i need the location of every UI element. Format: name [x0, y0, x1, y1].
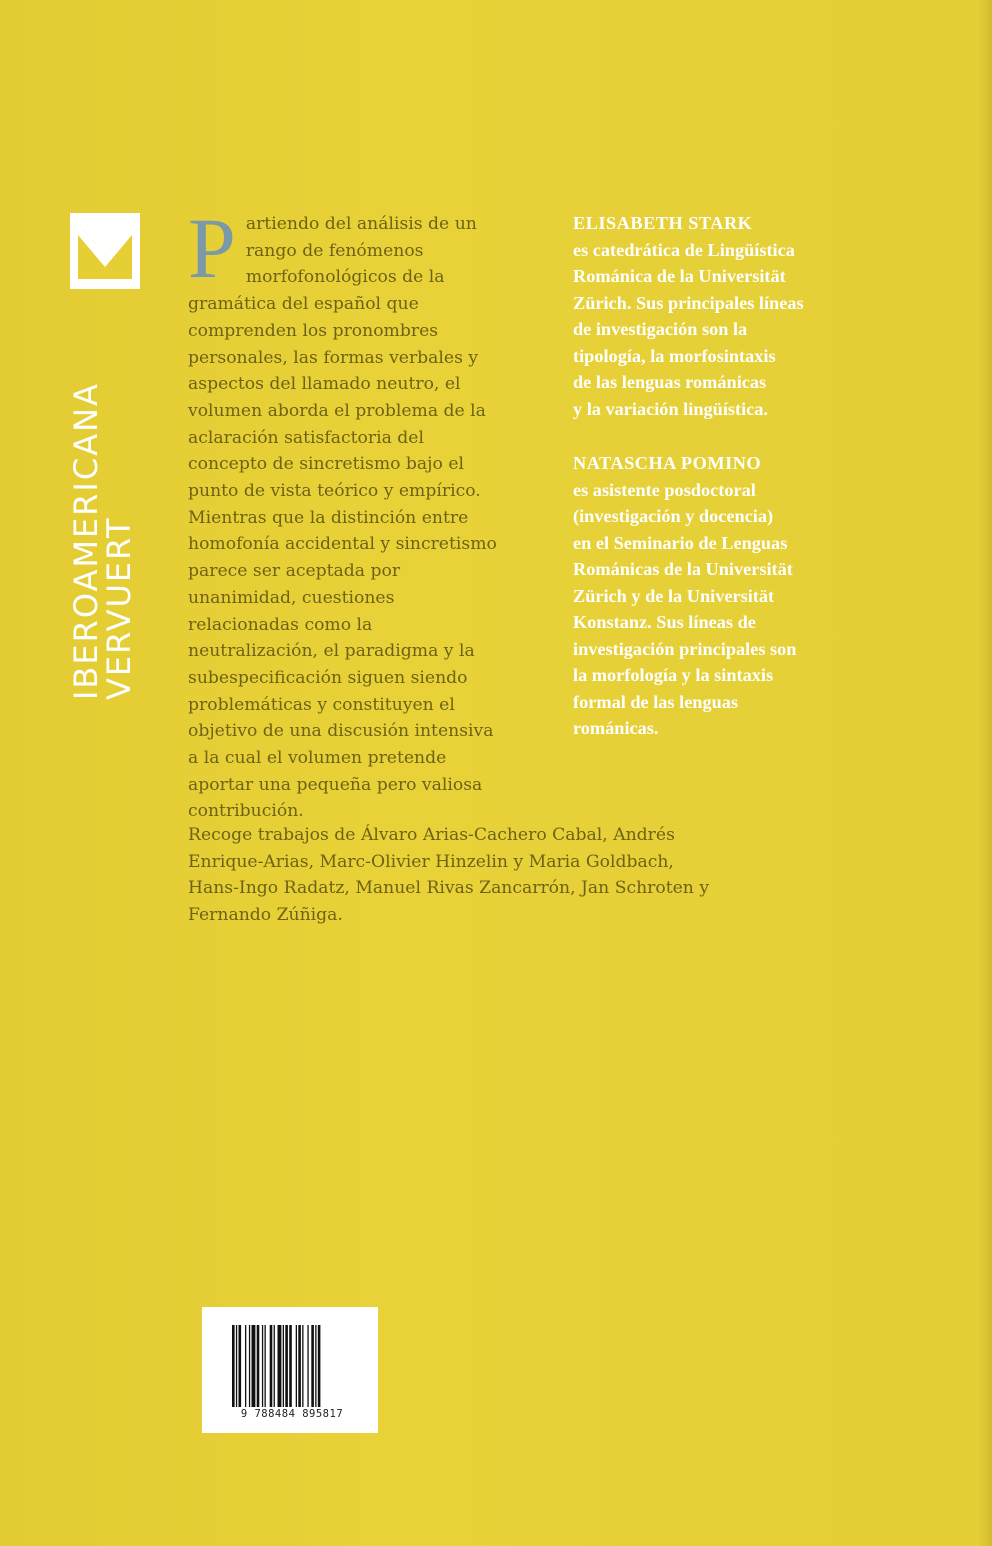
bio-line: románicas.: [573, 718, 659, 738]
synopsis-line: artiendo del análisis de un: [245, 214, 477, 234]
barcode-label: [202, 1307, 378, 1433]
synopsis-line: rango de fenómenos: [245, 240, 424, 261]
synopsis-line: subespecificación siguen siendo: [188, 667, 468, 688]
synopsis-line: neutralización, el paradigma y la: [188, 641, 475, 662]
barcode-icon: [232, 1325, 348, 1407]
contributors-line: Enrique-Arias, Marc-Olivier Hinzelin y Maria Goldbach,: [188, 851, 674, 872]
synopsis-line: gramática del español que: [188, 294, 419, 315]
bio-line: formal de las lenguas: [573, 691, 739, 712]
bio-line: es asistente posdoctoral: [573, 479, 756, 500]
bio-line: de las lenguas románicas: [573, 372, 767, 392]
bio-line: Konstanz. Sus líneas de: [573, 612, 756, 632]
bio-line: y la variación lingüística.: [573, 398, 769, 419]
synopsis-line: unanimidad, cuestiones: [188, 587, 395, 608]
synopsis-line: concepto de sincretismo bajo el: [188, 454, 464, 475]
bio-line: la morfología y la sintaxis: [573, 665, 774, 685]
synopsis-line: punto de vista teórico y empírico.: [188, 481, 481, 502]
bio-line: investigación principales son: [573, 638, 797, 659]
synopsis-line: volumen aborda el problema de la: [188, 400, 486, 421]
author-bio-pomino: [573, 450, 893, 742]
drop-cap: P: [188, 200, 236, 296]
bio-line: Zürich. Sus principales líneas: [573, 292, 804, 313]
synopsis-line: aspectos del llamado neutro, el: [188, 374, 461, 395]
synopsis-line: problemáticas y constituyen el: [188, 694, 455, 715]
synopsis-line: relacionadas como la: [188, 614, 373, 635]
bio-line: Románicas de la Universität: [573, 559, 793, 579]
bio-line: en el Seminario de Lenguas: [573, 532, 788, 553]
bio-line: (investigación y docencia): [573, 506, 774, 526]
publisher-name-line2: VERVUERT: [100, 516, 138, 700]
synopsis-text: [188, 200, 578, 825]
synopsis-line: morfofonológicos de la: [245, 267, 445, 288]
spine-edge-shadow: [978, 0, 992, 1546]
isbn-number: 9 788484 895817: [240, 1408, 344, 1420]
synopsis-line: personales, las formas verbales y: [188, 347, 479, 368]
contributors-line: Fernando Zúñiga.: [188, 905, 343, 926]
bio-line: Románica de la Universität: [573, 266, 786, 286]
contributors-line: Recoge trabajos de Álvaro Arias-Cachero Cabal, Andrés: [188, 825, 675, 845]
author-name: ELISABETH STARK: [573, 213, 753, 233]
contributors-text: [188, 822, 828, 929]
synopsis-line: aportar una pequeña pero valiosa: [188, 774, 483, 795]
bio-line: de investigación son la: [573, 319, 748, 339]
bio-line: Zürich y de la Universität: [573, 585, 775, 606]
contributors-line: Hans-Ingo Radatz, Manuel Rivas Zancarrón, Jan Schroten y: [188, 878, 710, 899]
publisher-name-vertical: [67, 180, 138, 700]
author-bio-stark: [573, 210, 893, 422]
synopsis-line: contribución.: [188, 801, 304, 822]
synopsis-line: Mientras que la distinción entre: [188, 507, 469, 528]
publisher-name-line1: IBEROAMERICANA: [67, 382, 105, 700]
bio-line: es catedrática de Lingüística: [573, 239, 795, 260]
synopsis-line: comprenden los pronombres: [188, 320, 439, 341]
synopsis-line: parece ser aceptada por: [188, 561, 401, 582]
synopsis-line: objetivo de una discusión intensiva: [188, 721, 494, 742]
synopsis-line: homofonía accidental y sincretismo: [188, 534, 497, 555]
bio-line: tipología, la morfosintaxis: [573, 345, 776, 366]
synopsis-line: a la cual el volumen pretende: [188, 748, 447, 769]
author-name: NATASCHA POMINO: [573, 453, 762, 473]
synopsis-line: aclaración satisfactoria del: [188, 427, 424, 448]
